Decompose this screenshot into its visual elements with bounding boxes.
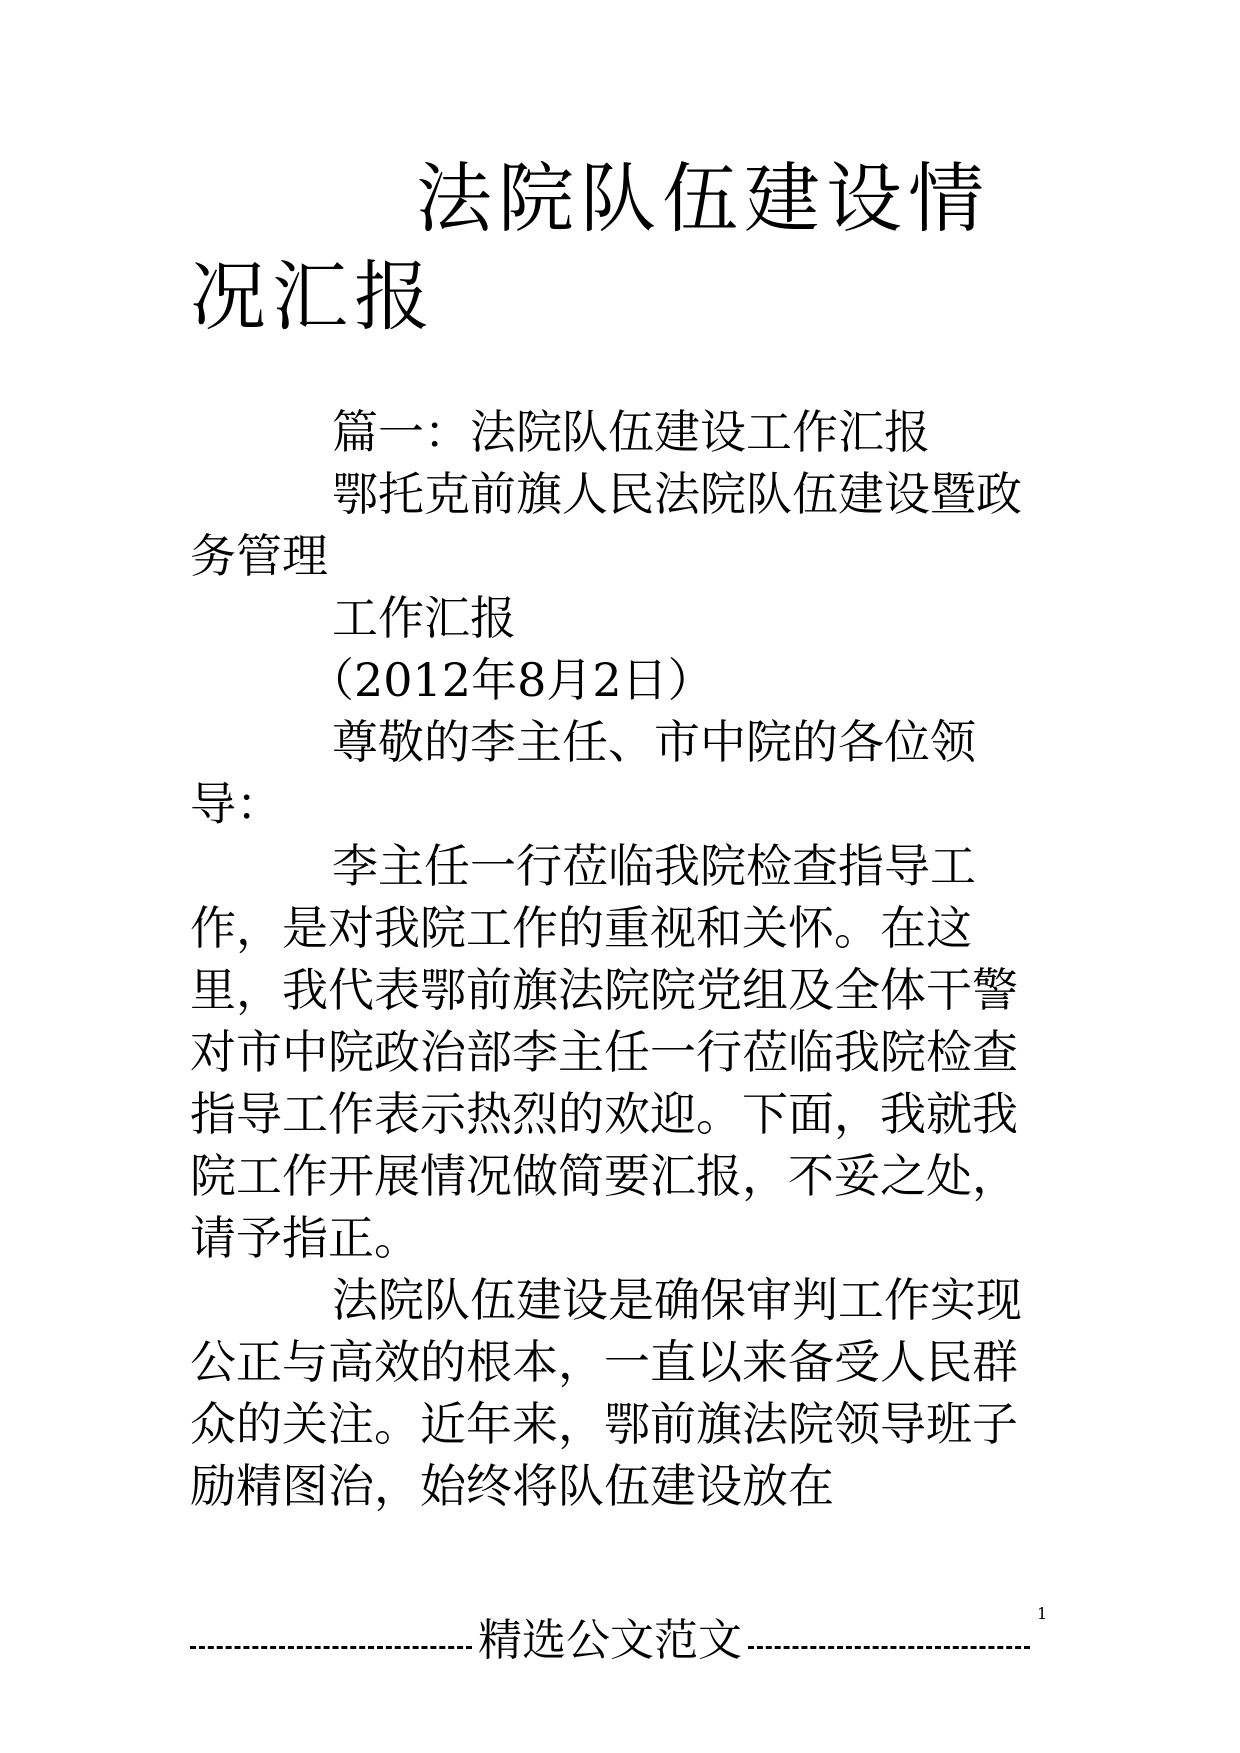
footer-right-dashes xyxy=(748,1646,1030,1649)
report-heading-line-2: 工作汇报 xyxy=(332,591,516,645)
paragraph-welcome: 李主任一行莅临我院检查指导工作，是对我院工作的重视和关怀。在这里，我代表鄂前旗法院院党组及全体干警对市中院政治部李主任一行莅临我院检查指导工作表示热烈的欢迎。下面，我就我院工作开展情况做简要汇报，不妥之处，请予指正。 xyxy=(190,839,1018,1265)
page-number: 1 xyxy=(1037,1604,1048,1623)
salutation: 尊敬的李主任、市中院的各位领导： xyxy=(190,715,976,831)
document-body xyxy=(190,401,1050,1517)
section-heading: 篇一：法院队伍建设工作汇报 xyxy=(332,405,930,459)
document-title: 法院队伍建设情况汇报 xyxy=(190,154,990,341)
report-date: （2012年8月2日） xyxy=(308,653,714,707)
footer-label: 精选公文范文 xyxy=(478,1615,742,1666)
footer-banner xyxy=(190,1608,1030,1664)
paragraph-team-building: 法院队伍建设是确保审判工作实现公正与高效的根本，一直以来备受人民群众的关注。近年来，鄂前旗法院领导班子励精图治，始终将队伍建设放在 xyxy=(190,1273,1022,1513)
document-content xyxy=(190,150,1050,1517)
report-heading-line-1: 鄂托克前旗人民法院队伍建设暨政务管理 xyxy=(190,467,1022,583)
footer-left-dashes xyxy=(190,1646,472,1649)
